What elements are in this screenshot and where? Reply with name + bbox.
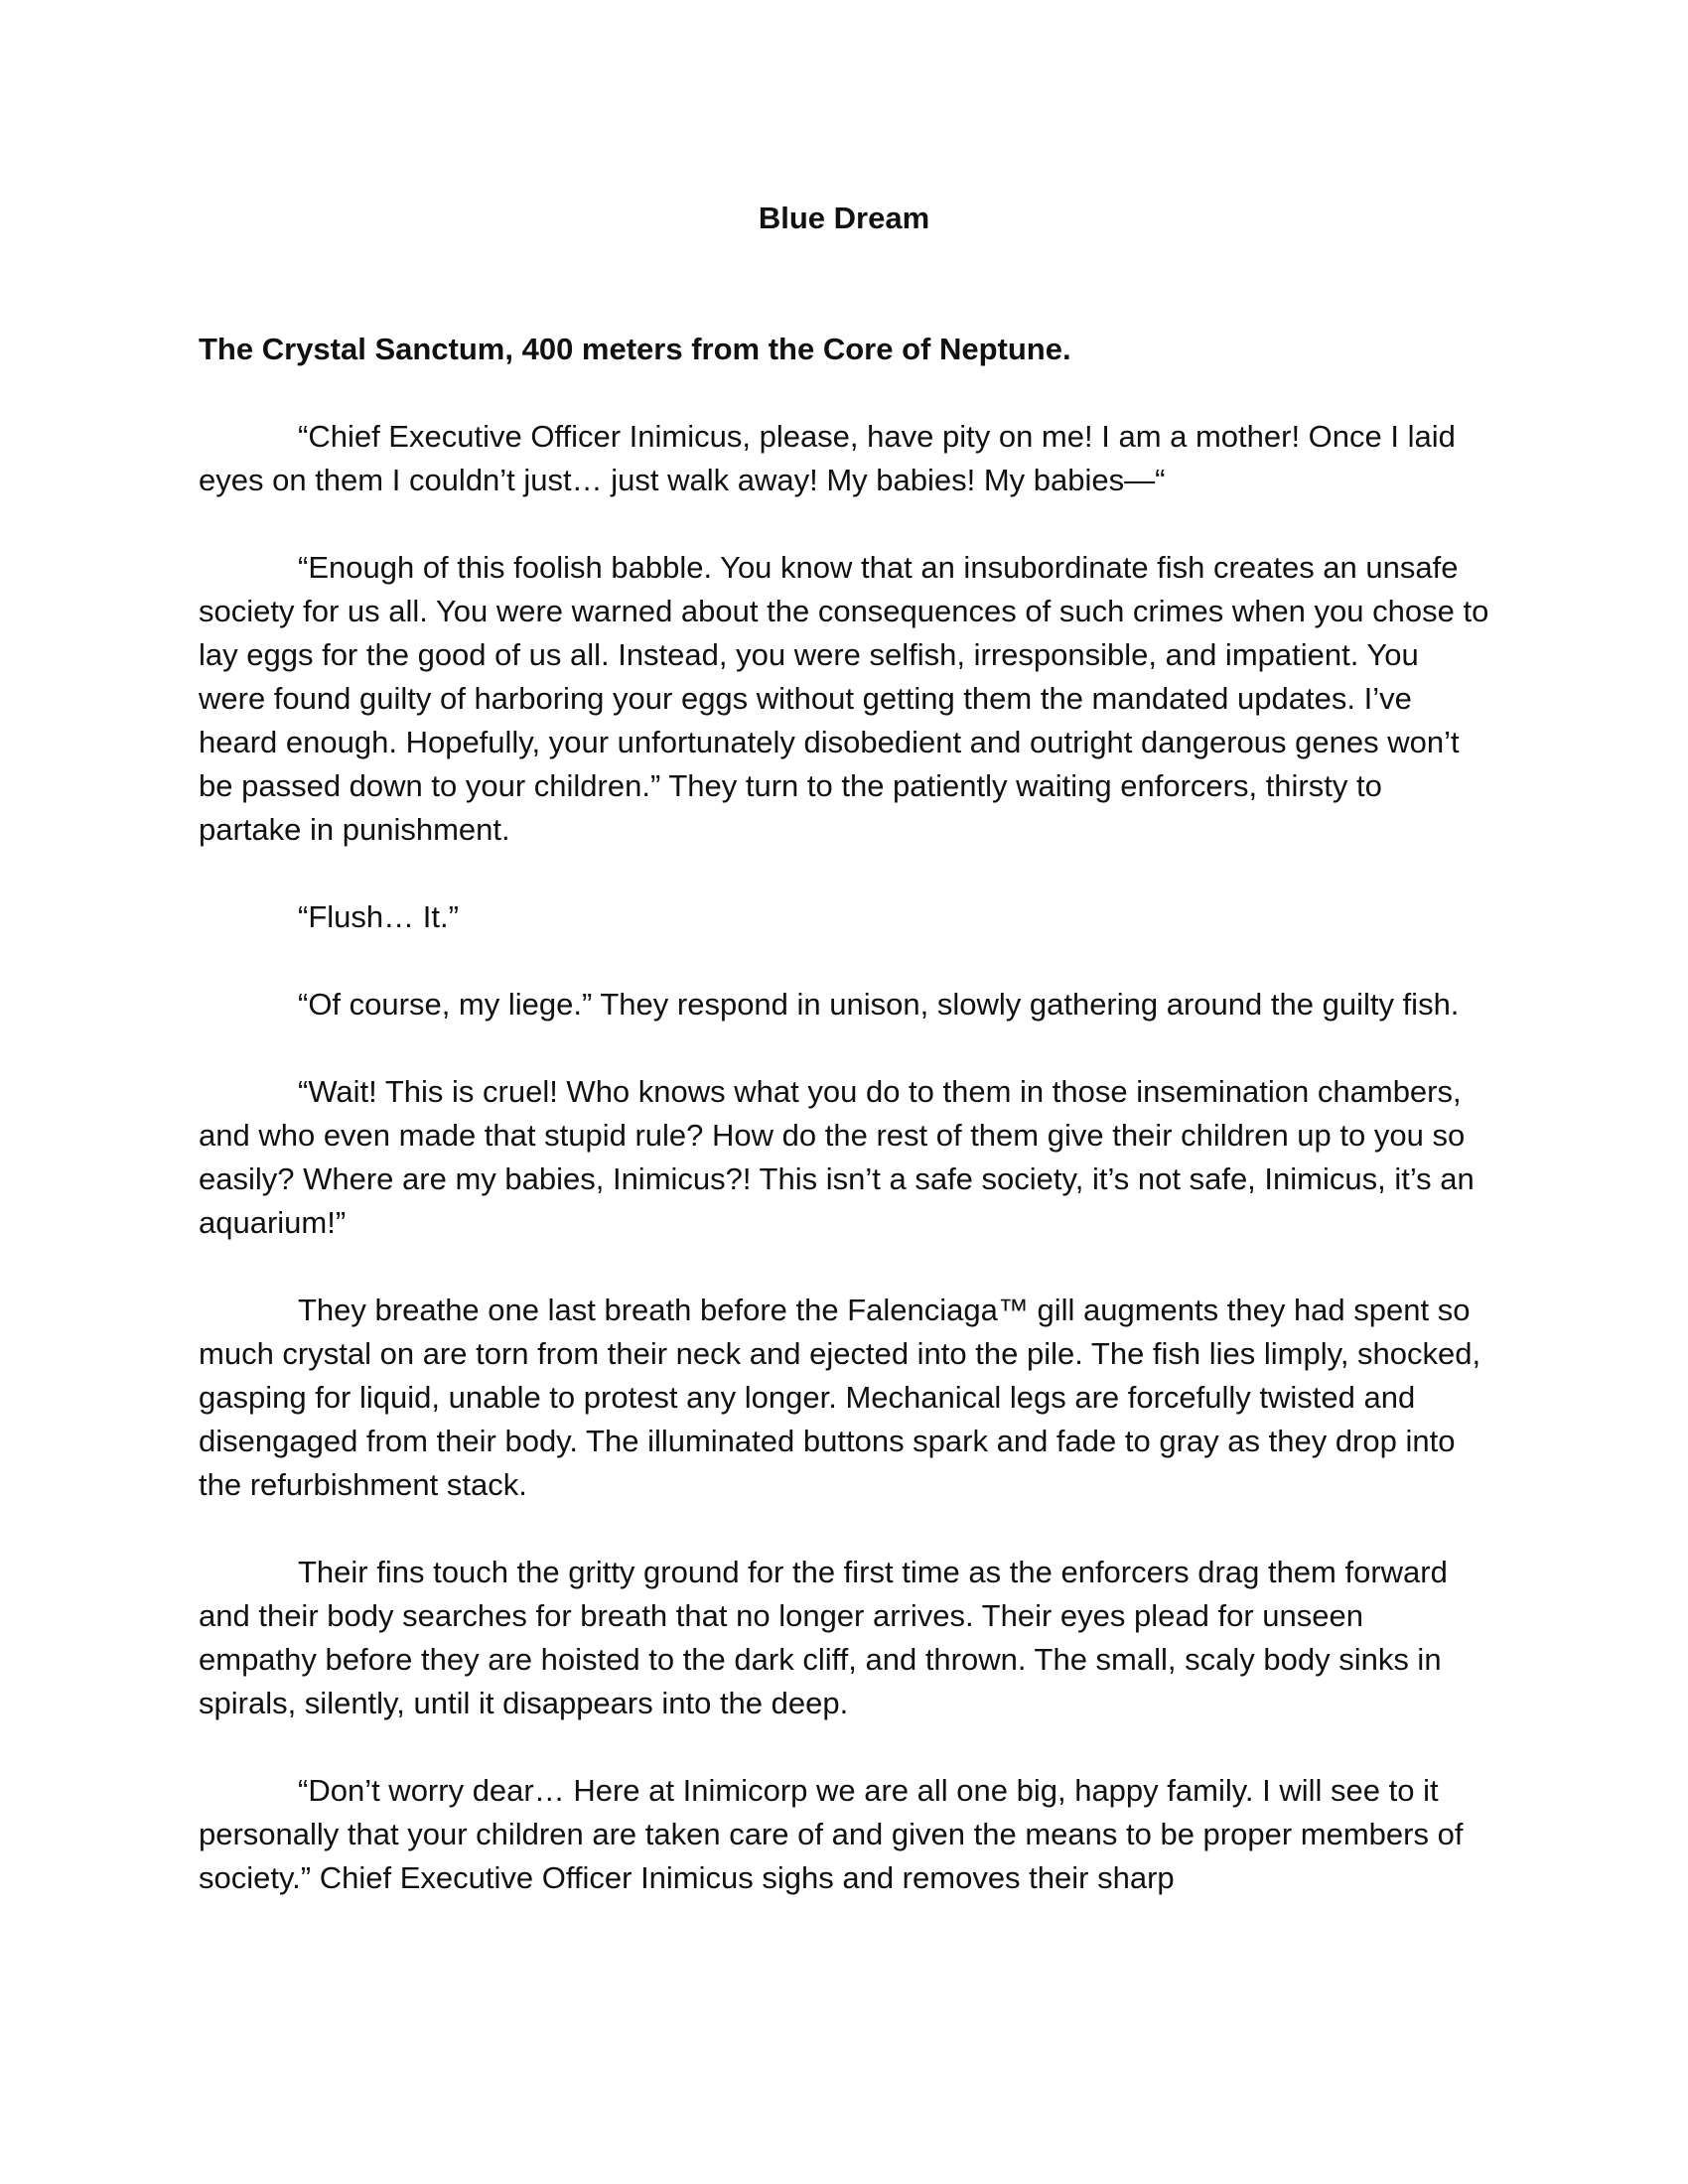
paragraph: They breathe one last breath before the Falenciaga™ gill augments they had spent so much crystal on are torn from their neck and ejected into the pile. The fish lies limply, shocked, gasping for liquid, unable to protest any longer. Mechanical legs are forcefully twisted and disengaged from their body. The illuminated buttons spark and fade to gray as they drop into the refurbishment stack. <box>199 1293 1481 1502</box>
paragraph: Their fins touch the gritty ground for the first time as the enforcers drag them forward and their body searches for breath that no longer arrives. Their eyes plead for unseen empathy before they are hoisted to the dark cliff, and thrown. The small, scaly body sinks in spirals, silently, until it disappears into the deep. <box>199 1555 1448 1720</box>
section-heading: The Crystal Sanctum, 400 meters from the Core of Neptune. <box>199 332 1071 366</box>
document-title: Blue Dream <box>758 201 930 235</box>
paragraph: “Wait! This is cruel! Who knows what you do to them in those insemination chambers, and who even made that stupid rule? How do the rest of them give their children up to you so easily? Where are my babies, Inimicus?! This isn’t a safe society, it’s not safe, Inimicus, it’s an aquarium!” <box>199 1074 1475 1240</box>
paragraph: “Chief Executive Officer Inimicus, please, have pity on me! I am a mother! Once I laid eyes on them I couldn’t just… just walk away! My babies! My babies—“ <box>199 419 1456 497</box>
paragraph: “Enough of this foolish babble. You know that an insubordinate fish creates an unsafe society for us all. You were warned about the consequences of such crimes when you chose to lay eggs for the good of us all. Instead, you were selfish, irresponsible, and impatient. You were found guilty of harboring your eggs without getting them the mandated updates. I’ve heard enough. Hopefully, your unfortunately disobedient and outright dangerous genes won’t be passed down to your children.” They turn to the patiently waiting enforcers, thirsty to partake in punishment. <box>199 550 1489 847</box>
paragraph: “Of course, my liege.” They respond in unison, slowly gathering around the guilty fish. <box>298 987 1460 1022</box>
paragraph: “Flush… It.” <box>298 899 459 934</box>
paragraph: “Don’t worry dear… Here at Inimicorp we are all one big, happy family. I will see to it personally that your children are taken care of and given the means to be proper members of society.” Chief Executive Officer Inimicus sighs and removes their sharp <box>199 1773 1464 1895</box>
document-body <box>199 328 1489 1900</box>
